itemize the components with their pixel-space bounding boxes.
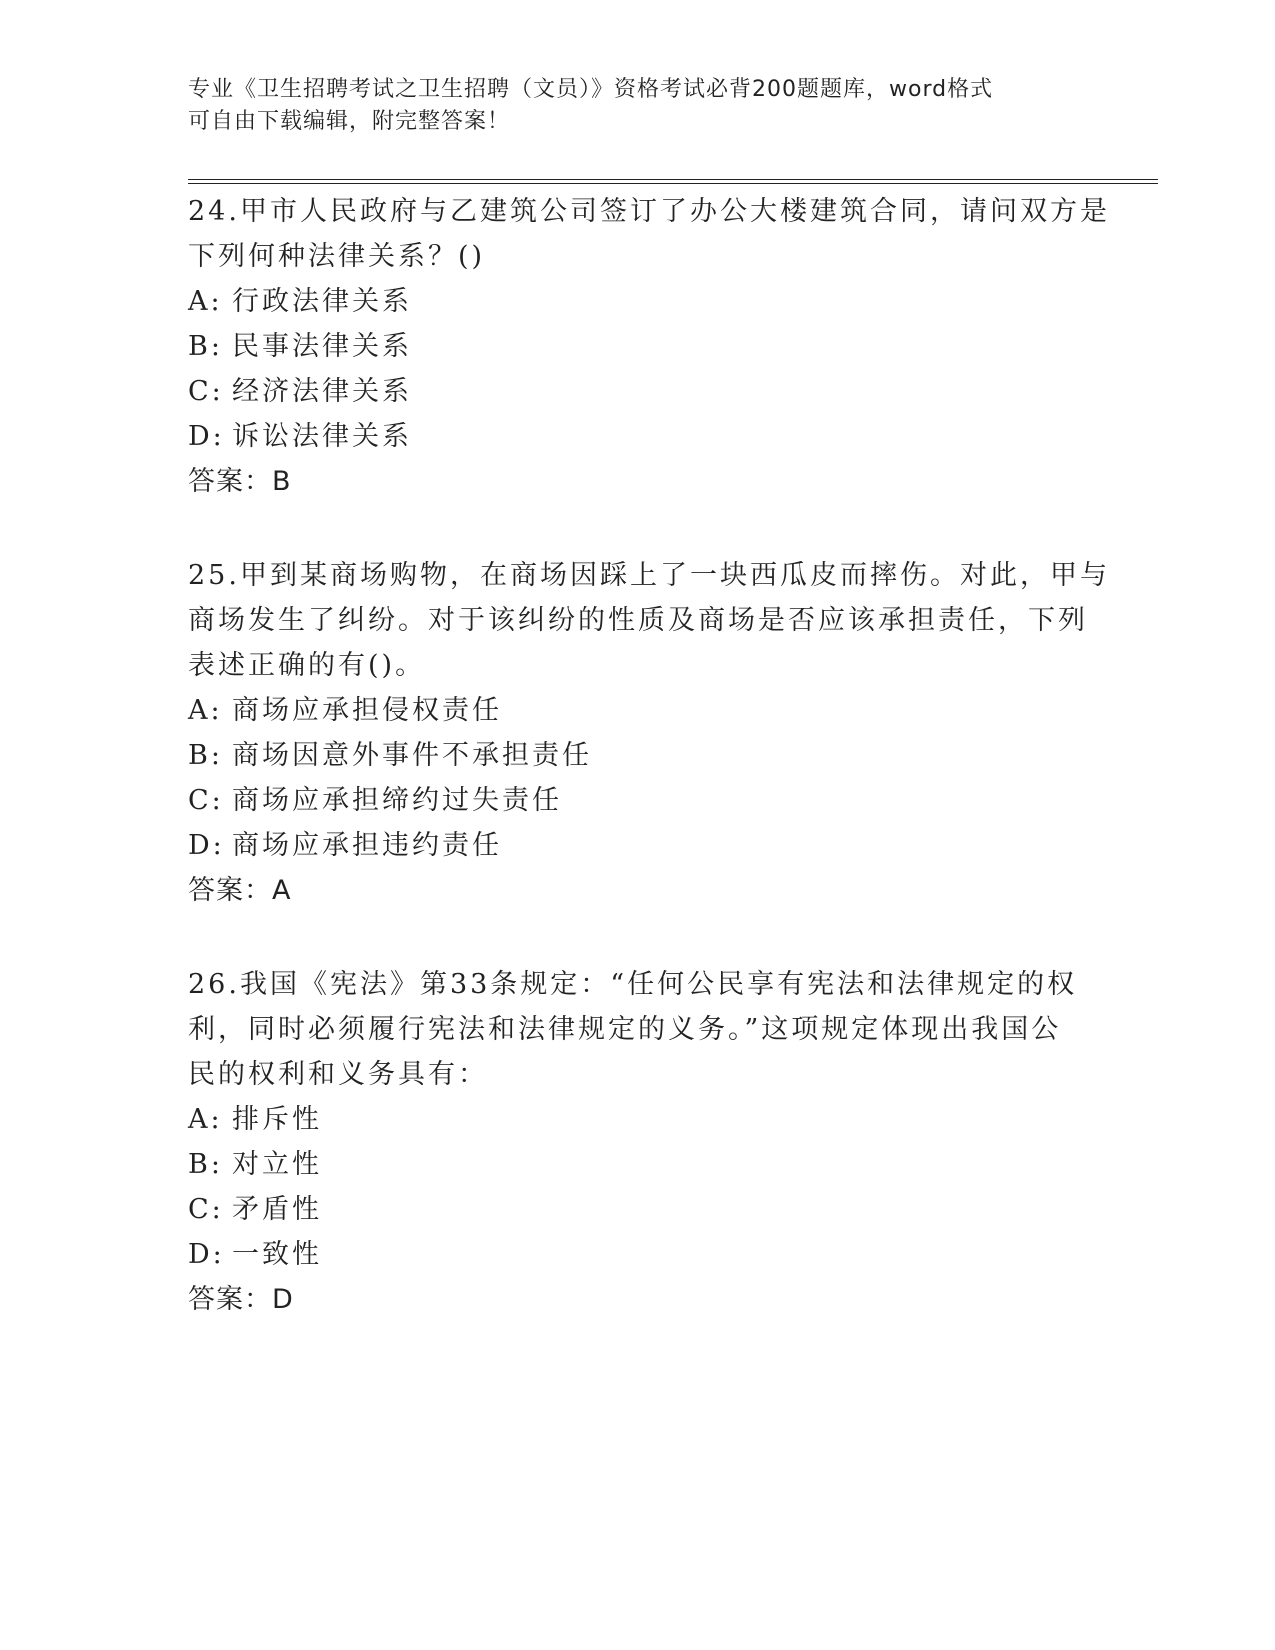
stem-line: 表述正确的有()。 [188, 650, 426, 681]
question-stem [188, 962, 1088, 1097]
stem-line: 24.甲市人民政府与乙建筑公司签订了办公大楼建筑合同，请问双方是 [188, 196, 1110, 227]
option-text: 民事法律关系 [232, 331, 412, 362]
question-26 [188, 962, 1088, 1322]
option-a [188, 1097, 1088, 1142]
option-text: 对立性 [232, 1149, 322, 1180]
question-stem [188, 553, 1110, 688]
option-text: 排斥性 [232, 1104, 322, 1135]
option-text: 一致性 [232, 1239, 322, 1270]
question-stem [188, 189, 1110, 279]
answer: 答案：D [188, 1284, 294, 1315]
option-text: 商场应承担侵权责任 [232, 695, 502, 726]
header-divider-top [188, 179, 1158, 180]
option-letter: B: [188, 331, 223, 362]
stem-line: 利，同时必须履行宪法和法律规定的义务。”这项规定体现出我国公 [188, 1014, 1062, 1045]
stem-line: 26.我国《宪法》第33条规定：“任何公民享有宪法和法律规定的权 [188, 969, 1078, 1000]
option-b [188, 733, 1088, 778]
option-letter: D: [188, 421, 225, 452]
option-text: 行政法律关系 [232, 286, 412, 317]
option-letter: B: [188, 740, 223, 771]
option-letter: B: [188, 1149, 223, 1180]
question-25 [188, 553, 1110, 913]
header-line-1: 专业《卫生招聘考试之卫生招聘（文员）》资格考试必背200题题库，word格式 [188, 77, 994, 102]
stem-line: 商场发生了纠纷。对于该纠纷的性质及商场是否应该承担责任，下列 [188, 605, 1088, 636]
option-c [188, 778, 1088, 823]
stem-line: 25.甲到某商场购物，在商场因踩上了一块西瓜皮而摔伤。对此，甲与 [188, 560, 1110, 591]
option-text: 商场因意外事件不承担责任 [232, 740, 592, 771]
stem-line: 下列何种法律关系？() [188, 241, 486, 272]
option-letter: C: [188, 785, 224, 816]
option-a [188, 279, 1088, 324]
option-letter: A: [188, 1104, 223, 1135]
document-header [188, 74, 1068, 138]
option-text: 诉讼法律关系 [232, 421, 412, 452]
option-letter: A: [188, 286, 223, 317]
option-d [188, 823, 1088, 868]
option-b [188, 324, 1088, 369]
option-letter: A: [188, 695, 223, 726]
option-letter: C: [188, 376, 224, 407]
option-letter: D: [188, 1239, 225, 1270]
option-a [188, 688, 1088, 733]
header-divider-bottom [188, 183, 1158, 184]
option-letter: C: [188, 1194, 224, 1225]
option-d [188, 1232, 1088, 1277]
question-24 [188, 189, 1110, 504]
option-text: 商场应承担缔约过失责任 [232, 785, 562, 816]
option-c [188, 1187, 1088, 1232]
option-text: 商场应承担违约责任 [232, 830, 502, 861]
answer: 答案：A [188, 875, 292, 906]
option-c [188, 369, 1088, 414]
option-text: 矛盾性 [232, 1194, 322, 1225]
option-letter: D: [188, 830, 225, 861]
stem-line: 民的权利和义务具有： [188, 1059, 488, 1090]
option-b [188, 1142, 1088, 1187]
option-text: 经济法律关系 [232, 376, 412, 407]
option-d [188, 414, 1088, 459]
header-line-2: 可自由下载编辑，附完整答案！ [188, 109, 511, 134]
answer: 答案：B [188, 466, 292, 497]
